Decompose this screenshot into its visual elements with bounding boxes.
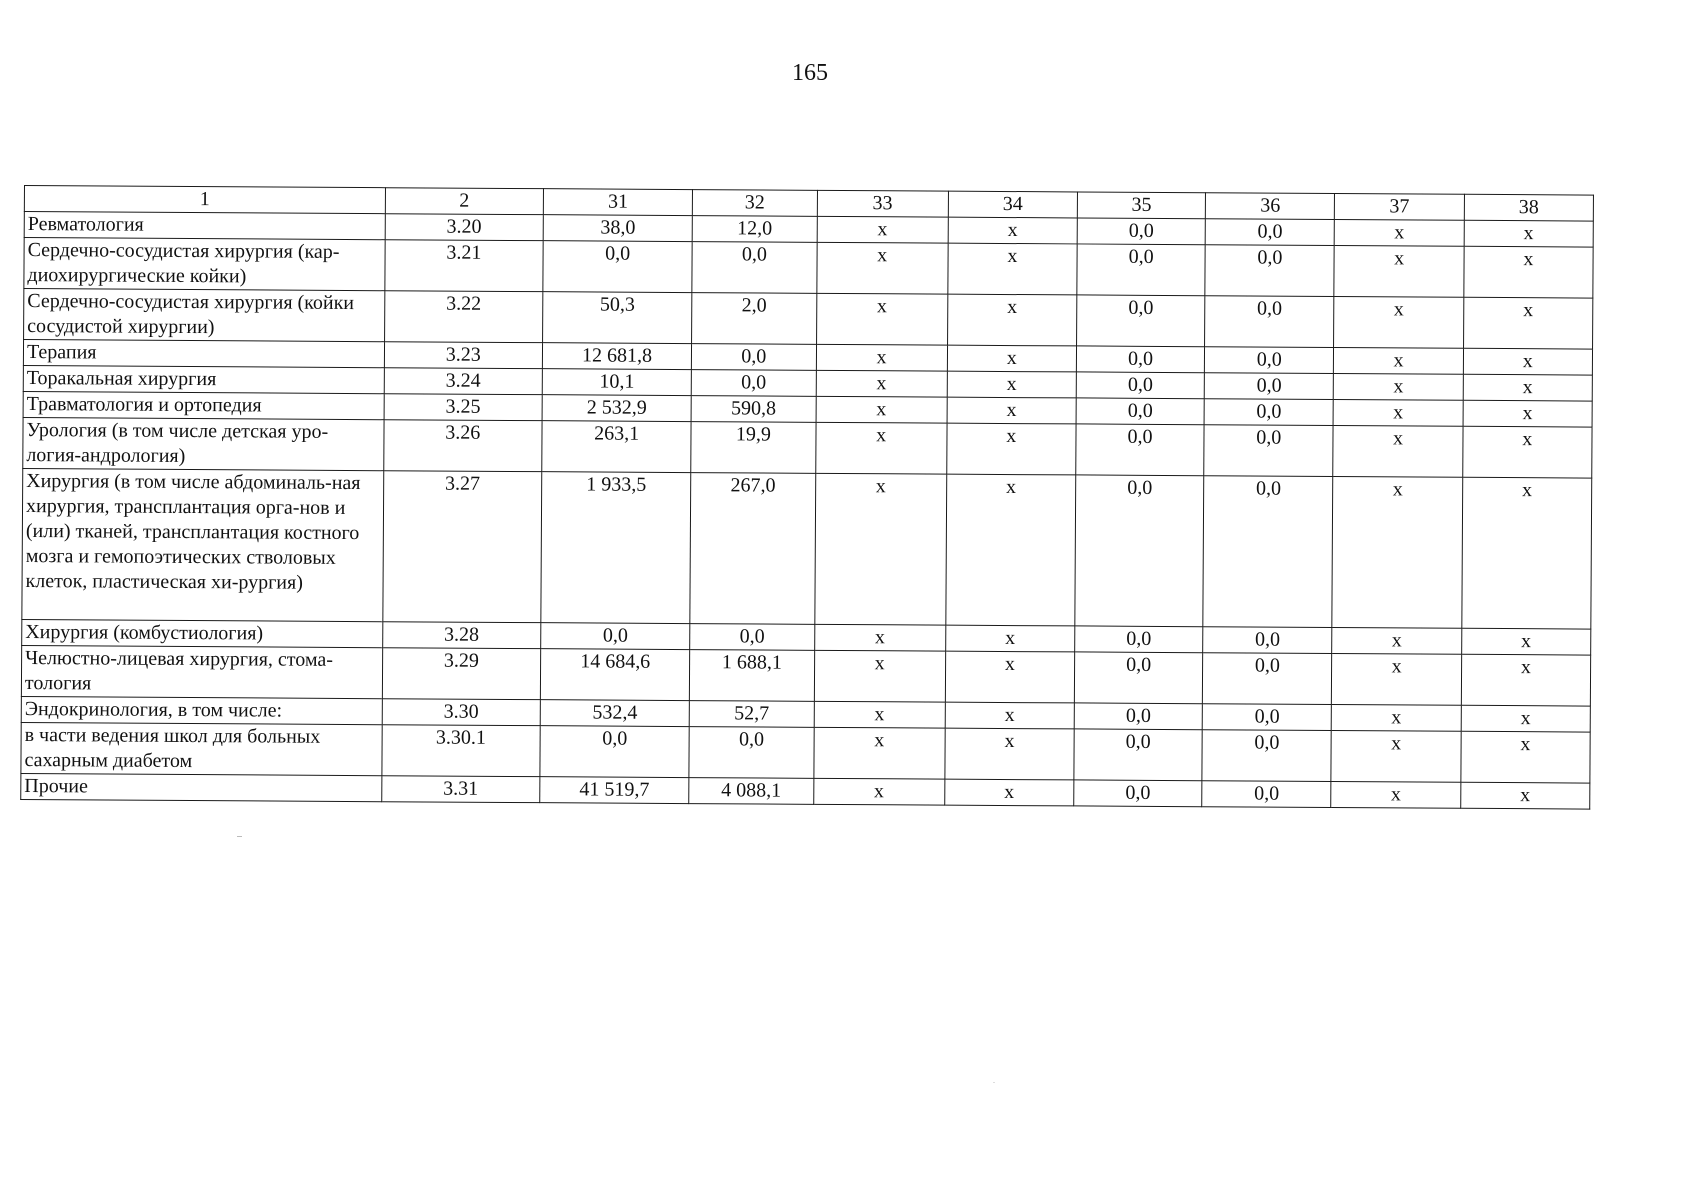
cell-37: х xyxy=(1334,374,1463,401)
cell-32: 0,0 xyxy=(691,370,815,397)
cell-34: х xyxy=(948,217,1077,244)
cell-35: 0,0 xyxy=(1075,475,1204,627)
table-row xyxy=(22,468,1592,629)
cell-36: 0,0 xyxy=(1205,245,1335,297)
cell-31: 0,0 xyxy=(540,726,690,778)
cell-38: х xyxy=(1461,628,1590,655)
cell-31: 14 684,6 xyxy=(540,649,690,701)
cell-31: 0,0 xyxy=(541,623,690,650)
cell-38: х xyxy=(1461,654,1591,706)
cell-34: х xyxy=(945,728,1075,780)
cell-37: х xyxy=(1333,426,1463,478)
cell-33: х xyxy=(816,370,947,397)
cell-38: х xyxy=(1460,782,1589,809)
cell-37: х xyxy=(1332,653,1462,705)
row-code: 3.29 xyxy=(382,648,541,700)
cell-35: 0,0 xyxy=(1075,626,1203,653)
cell-37: х xyxy=(1331,730,1461,782)
cell-33: х xyxy=(815,422,947,474)
cell-33: х xyxy=(813,727,945,779)
column-header: 38 xyxy=(1464,194,1593,221)
cell-33: х xyxy=(814,701,945,728)
cell-38: х xyxy=(1464,246,1594,298)
cell-31: 41 519,7 xyxy=(540,777,689,804)
row-name: Сердечно-сосудистая хирургия (койки сосудистой хирургии) xyxy=(24,289,385,342)
cell-35: 0,0 xyxy=(1077,295,1206,347)
cell-32: 1 688,1 xyxy=(690,650,815,702)
cell-36: 0,0 xyxy=(1204,399,1333,426)
cell-31: 0,0 xyxy=(543,241,693,293)
row-code: 3.31 xyxy=(381,776,539,803)
cell-33: х xyxy=(816,242,948,294)
cell-36: 0,0 xyxy=(1204,373,1333,400)
row-name: Прочие xyxy=(21,773,382,801)
row-code: 3.24 xyxy=(384,368,542,395)
cell-32: 19,9 xyxy=(691,422,816,474)
row-code: 3.28 xyxy=(382,622,540,649)
cell-35: 0,0 xyxy=(1077,244,1206,296)
cell-36: 0,0 xyxy=(1204,425,1334,477)
cell-32: 2,0 xyxy=(692,293,817,345)
row-name: Ревматология xyxy=(24,212,385,240)
cell-38: х xyxy=(1461,705,1590,732)
cell-33: х xyxy=(814,473,946,625)
cell-31: 2 532,9 xyxy=(542,395,691,422)
row-code: 3.20 xyxy=(385,214,543,241)
column-header: 1 xyxy=(24,186,385,214)
column-header: 37 xyxy=(1335,194,1464,221)
cell-38: х xyxy=(1463,400,1592,427)
cell-32: 590,8 xyxy=(691,396,815,423)
cell-35: 0,0 xyxy=(1074,729,1203,781)
cell-35: 0,0 xyxy=(1074,780,1202,807)
row-name: Терапия xyxy=(23,340,384,368)
cell-37: х xyxy=(1334,348,1463,375)
cell-35: 0,0 xyxy=(1077,218,1205,245)
cell-33: х xyxy=(816,344,947,371)
cell-31: 50,3 xyxy=(543,292,693,344)
column-header: 35 xyxy=(1077,192,1205,219)
row-code: 3.27 xyxy=(383,471,542,623)
row-code: 3.22 xyxy=(384,291,543,343)
cell-31: 38,0 xyxy=(543,215,692,242)
cell-35: 0,0 xyxy=(1074,703,1202,730)
cell-34: х xyxy=(944,779,1073,806)
cell-32: 267,0 xyxy=(690,473,815,625)
row-name: Хирургия (комбустиология) xyxy=(22,619,383,647)
cell-31: 263,1 xyxy=(542,421,692,473)
cell-33: х xyxy=(814,650,946,702)
row-name: Урология (в том числе детская уро-логия-андрология) xyxy=(23,417,384,470)
cell-34: х xyxy=(945,625,1074,652)
cell-34: х xyxy=(948,243,1078,295)
column-header: 32 xyxy=(693,190,817,217)
cell-36: 0,0 xyxy=(1203,476,1333,628)
data-table xyxy=(20,185,1594,810)
cell-36: 0,0 xyxy=(1202,781,1331,808)
cell-38: х xyxy=(1462,477,1592,629)
cell-35: 0,0 xyxy=(1076,424,1205,476)
column-header: 36 xyxy=(1206,193,1335,220)
cell-36: 0,0 xyxy=(1205,219,1334,246)
data-table-container xyxy=(20,185,1594,810)
scan-speck xyxy=(237,836,242,837)
cell-33: х xyxy=(816,293,948,345)
cell-34: х xyxy=(945,702,1074,729)
cell-34: х xyxy=(947,371,1076,398)
cell-31: 10,1 xyxy=(542,369,691,396)
cell-37: х xyxy=(1332,628,1461,655)
cell-35: 0,0 xyxy=(1076,346,1204,373)
cell-33: х xyxy=(816,396,947,423)
cell-32: 52,7 xyxy=(689,701,813,728)
row-code: 3.23 xyxy=(384,342,542,369)
column-header: 34 xyxy=(948,191,1077,218)
cell-32: 0,0 xyxy=(692,344,816,371)
row-code: 3.30 xyxy=(382,699,540,726)
cell-35: 0,0 xyxy=(1076,398,1204,425)
row-name: Эндокринология, в том числе: xyxy=(21,696,382,724)
cell-36: 0,0 xyxy=(1202,704,1331,731)
cell-34: х xyxy=(947,423,1077,475)
row-name: Травматология и ортопедия xyxy=(23,391,384,419)
cell-38: х xyxy=(1463,297,1593,349)
cell-38: х xyxy=(1462,426,1592,478)
cell-32: 0,0 xyxy=(692,242,817,294)
cell-34: х xyxy=(947,294,1077,346)
cell-38: х xyxy=(1461,731,1591,783)
cell-37: х xyxy=(1332,477,1462,629)
cell-36: 0,0 xyxy=(1205,296,1335,348)
cell-33: х xyxy=(813,778,944,805)
cell-31: 1 933,5 xyxy=(541,472,691,624)
row-name: Хирургия (в том числе абдоминаль-ная хирургия, трансплантация орга-нов и (или) тканей, трансплантация костного мозга и гемопоэтических стволовых клеток, пластическая хи-рургия) xyxy=(22,468,384,621)
cell-31: 12 681,8 xyxy=(542,343,691,370)
cell-36: 0,0 xyxy=(1202,730,1332,782)
cell-36: 0,0 xyxy=(1203,627,1332,654)
row-name: Сердечно-сосудистая хирургия (кар-диохирургические койки) xyxy=(24,238,385,291)
cell-32: 4 088,1 xyxy=(689,778,813,805)
scan-speck xyxy=(993,1082,995,1083)
cell-37: х xyxy=(1334,400,1463,427)
cell-38: х xyxy=(1464,220,1593,247)
cell-37: х xyxy=(1335,220,1464,247)
cell-37: х xyxy=(1334,297,1464,349)
cell-34: х xyxy=(947,397,1076,424)
cell-35: 0,0 xyxy=(1076,372,1204,399)
row-code: 3.30.1 xyxy=(382,725,541,777)
row-code: 3.21 xyxy=(385,240,544,292)
cell-34: х xyxy=(946,474,1076,626)
cell-36: 0,0 xyxy=(1203,653,1333,705)
cell-37: х xyxy=(1331,781,1460,808)
cell-37: х xyxy=(1332,704,1461,731)
row-name: в части ведения школ для больных сахарным диабетом xyxy=(21,722,382,775)
cell-38: х xyxy=(1463,374,1592,401)
cell-31: 532,4 xyxy=(540,700,689,727)
cell-34: х xyxy=(945,651,1075,703)
row-code: 3.26 xyxy=(383,420,542,472)
cell-37: х xyxy=(1334,246,1464,298)
row-name: Торакальная хирургия xyxy=(23,365,384,393)
cell-34: х xyxy=(947,345,1076,372)
cell-35: 0,0 xyxy=(1074,652,1203,704)
cell-32: 0,0 xyxy=(690,624,814,651)
row-name: Челюстно-лицевая хирургия, стома-тология xyxy=(21,645,382,698)
cell-36: 0,0 xyxy=(1205,347,1334,374)
row-code: 3.25 xyxy=(384,394,542,421)
column-header: 2 xyxy=(385,188,543,215)
cell-32: 0,0 xyxy=(689,727,814,779)
cell-33: х xyxy=(817,216,948,243)
cell-33: х xyxy=(814,624,945,651)
column-header: 33 xyxy=(817,190,948,217)
cell-38: х xyxy=(1463,348,1592,375)
page-number: 165 xyxy=(792,60,828,86)
cell-32: 12,0 xyxy=(692,216,816,243)
column-header: 31 xyxy=(543,189,692,216)
